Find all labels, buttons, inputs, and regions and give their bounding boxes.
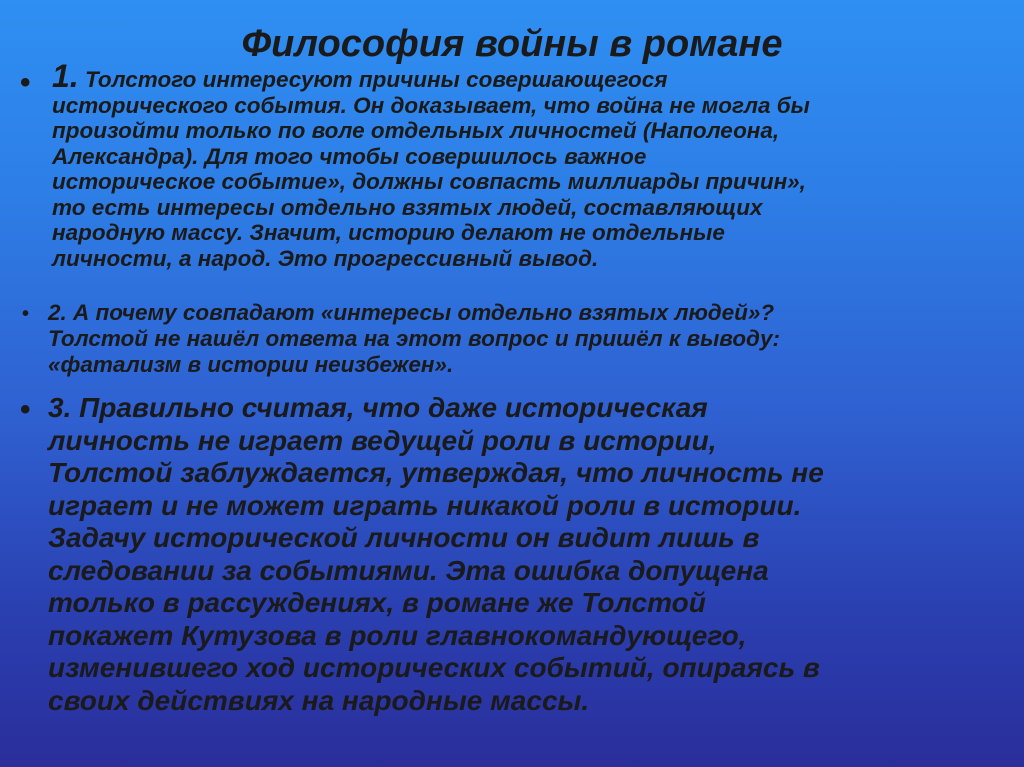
bullet-line: личность не играет ведущей роли в истории, [48, 424, 717, 456]
bullet-line: Задачу исторической личности он видит лишь в [48, 522, 760, 553]
bullet-number: 1. [52, 58, 79, 94]
bullet-line: произойти только по воле отдельных личностей (Наполеона, [52, 118, 780, 143]
bullet-marker: • [20, 393, 31, 426]
bullet-line: личности, а народ. Это прогрессивный вывод. [52, 245, 599, 271]
bullet-line: Толстой заблуждается, утверждая, что личность не [48, 457, 824, 488]
bullet-text-3 [48, 392, 1010, 717]
bullet-line: играет и не может играть никакой роли в истории. [48, 489, 802, 521]
bullet-line [52, 58, 1014, 94]
bullet-line-text: Толстого интересуют причины совершающегося [78, 67, 668, 92]
bullet-line: следовании за событиями. Эта ошибка допущена [48, 554, 769, 586]
bullet-line: покажет Кутузова в роли главнокомандующего, [48, 619, 747, 651]
bullet-marker: • [20, 66, 31, 99]
bullet-line: своих действиях на народные массы. [48, 684, 590, 716]
bullet-line: народную массу. Значит, историю делают не отдельные [52, 220, 725, 245]
bullet-line: 2. А почему совпадают «интересы отдельно взятых людей»? [48, 300, 775, 325]
bullet-line: Толстой не нашёл ответа на этот вопрос и пришёл к выводу: [48, 326, 780, 351]
slide-title: Философия войны в романе [241, 23, 783, 65]
bullet-line: изменившего ход исторических событий, опираясь в [48, 652, 820, 683]
bullet-line: исторического события. Он доказывает, что война не могла бы [52, 92, 810, 118]
bullet-line: 3. Правильно считая, что даже историческая [48, 392, 708, 423]
bullet-line: Александра). Для того чтобы совершилось важное [52, 143, 647, 169]
bullet-line: «фатализм в истории неизбежен». [48, 352, 454, 377]
bullet-text-1 [52, 58, 1014, 271]
bullet-marker: • [22, 303, 30, 325]
bullet-text-2 [48, 300, 1008, 378]
bullet-line: то есть интересы отдельно взятых людей, составляющих [52, 194, 763, 220]
bullet-line: только в рассуждениях, в романе же Толстой [48, 587, 706, 618]
bullet-line: историческое событие», должны совпасть миллиарды причин», [52, 169, 806, 194]
